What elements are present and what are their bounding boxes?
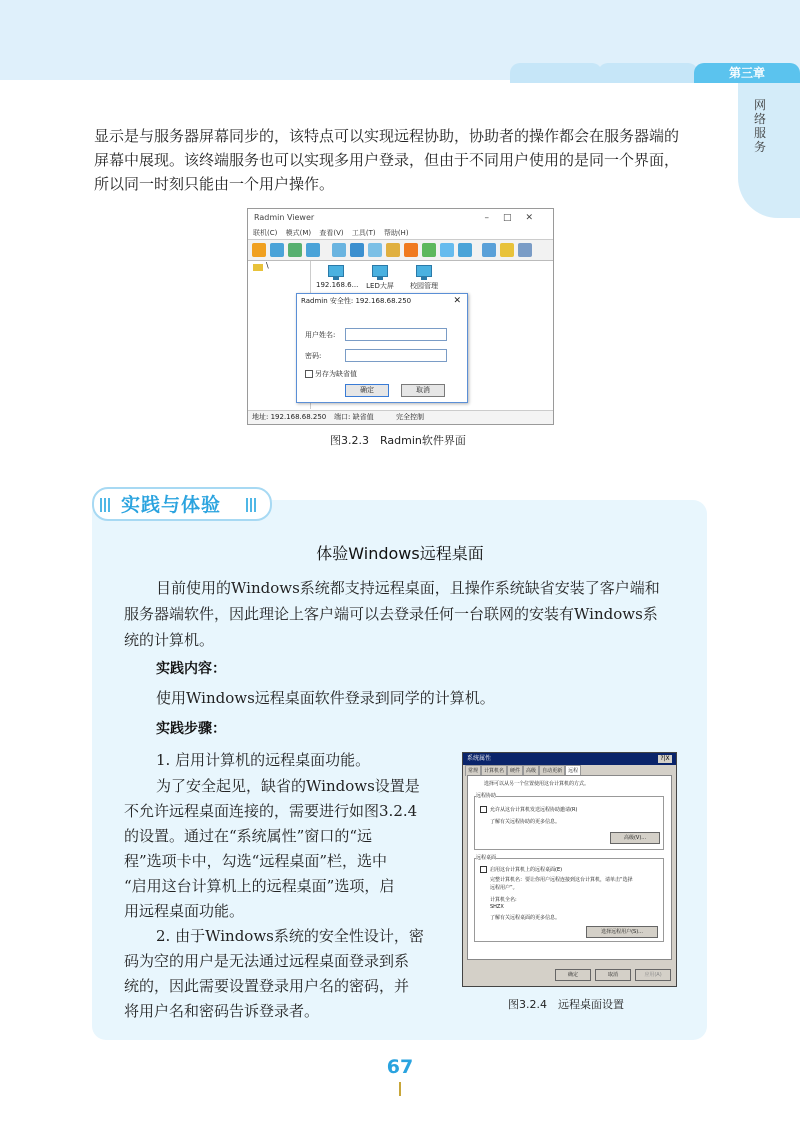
status-mode: 完全控制: [396, 413, 424, 421]
status-address: 地址: 192.168.68.250: [252, 413, 327, 421]
desktop-check-label: 启用这台计算机上的远程桌面(E): [490, 867, 563, 873]
practice-para-line-3: 统的计算机。: [124, 631, 215, 649]
monitor-icon: [328, 265, 344, 277]
step1-line-1: 为了安全起见，缺省的Windows设置是: [156, 777, 420, 795]
content-text: 使用Windows远程桌面软件登录到同学的计算机。: [156, 689, 495, 707]
sysprop-cancel-button[interactable]: 取消: [595, 969, 631, 981]
desktop-note-1: 完整计算机名：要让你用户远程连接到这台计算机，请单击“选择: [490, 877, 633, 883]
menu-item[interactable]: 模式(M): [285, 229, 312, 237]
practice-para-line-1: 目前使用的Windows系统都支持远程桌面，且操作系统缺省安装了客户端和: [156, 579, 660, 597]
folder-icon: [253, 264, 263, 271]
computer-label: 192.168.6...: [316, 281, 359, 289]
step1-line-4: 程”选项卡中，勾选“远程桌面”栏，选中: [124, 852, 388, 870]
settings-icon[interactable]: [518, 243, 532, 257]
radmin-security-dialog: [296, 293, 468, 403]
step1-line-2: 不允许远程桌面连接的，需要进行如图3.2.4: [124, 802, 418, 820]
tab-auto-update[interactable]: 自动更新: [539, 765, 565, 776]
intro-line-3: 所以同一时刻只能由一个用户操作。: [94, 175, 335, 193]
menu-item[interactable]: 查看(V): [319, 229, 344, 237]
intro-line-2: 屏幕中展现。该终端服务也可以实现多用户登录，但由于不同用户使用的是同一个界面，: [94, 151, 680, 169]
tab-computer-name[interactable]: 计算机名: [481, 765, 507, 776]
intro-line-1: 显示是与服务器屏幕同步的，该特点可以实现远程协助，协助者的操作都会在服务器端的: [94, 127, 680, 145]
ok-button[interactable]: 确定: [345, 384, 389, 397]
practice-title: 体验Windows远程桌面: [316, 544, 484, 563]
assist-check-label: 允许从这台计算机发送远程协助邀请(R): [490, 807, 578, 813]
system-properties-screenshot: [462, 752, 677, 987]
radmin-title: Radmin Viewer: [254, 213, 315, 222]
chapter-tab-blank-1: [510, 63, 602, 83]
tab-hardware[interactable]: 硬件: [507, 765, 523, 776]
cancel-button[interactable]: 取消: [401, 384, 445, 397]
stop-icon[interactable]: [404, 243, 418, 257]
view-icon[interactable]: [368, 243, 382, 257]
sysprop-tabs: [463, 765, 676, 775]
radmin-menubar: [248, 227, 553, 239]
step1-line-6: 用远程桌面功能。: [124, 902, 245, 920]
computer-icon[interactable]: [288, 243, 302, 257]
practice-para-line-2: 服务器端软件，因此理论上客户端可以去登录任何一台联网的安装有Windows系: [124, 605, 658, 623]
grid-icon[interactable]: [482, 243, 496, 257]
username-field[interactable]: [345, 328, 447, 341]
view-icon[interactable]: [332, 243, 346, 257]
remote-tab-panel: [467, 775, 672, 960]
computer-entry[interactable]: [404, 265, 444, 291]
tree-root[interactable]: \: [266, 261, 269, 270]
password-label: 密码:: [305, 352, 322, 360]
connect-icon[interactable]: [252, 243, 266, 257]
menu-item[interactable]: 帮助(H): [383, 229, 409, 237]
sysprop-ok-button[interactable]: 确定: [555, 969, 591, 981]
step2-line-1: 2. 由于Windows系统的安全性设计，密: [156, 927, 424, 945]
computer-name-label: 计算机全名:: [490, 897, 517, 903]
menu-item[interactable]: 联机(C): [253, 229, 278, 237]
computer-entry[interactable]: [316, 265, 359, 289]
sysprop-title: 系统属性: [467, 755, 492, 762]
chapter-tabs: [510, 63, 800, 83]
steps-label: 实践步骤：: [156, 721, 226, 737]
assist-group-title: 远程协助: [476, 793, 497, 799]
monitor-icon: [416, 265, 432, 277]
side-tab-label: 网络服务: [753, 98, 766, 154]
computer-icon[interactable]: [270, 243, 284, 257]
tab-general[interactable]: 常规: [465, 765, 481, 776]
save-default-label: 另存为缺省值: [315, 370, 357, 378]
desktop-group-title: 远程桌面: [476, 855, 497, 861]
sysprop-titlebar: [463, 753, 676, 765]
save-default-checkbox[interactable]: [305, 370, 313, 378]
password-field[interactable]: [345, 349, 447, 362]
computer-icon[interactable]: [306, 243, 320, 257]
chapter-tab-active: 第三章: [694, 63, 800, 83]
content-label: 实践内容：: [156, 661, 226, 677]
dialog-title: [297, 294, 467, 308]
voice-icon[interactable]: [440, 243, 454, 257]
banner-bars-right: [246, 498, 258, 512]
chapter-tab-blank-2: [598, 63, 698, 83]
folder-icon[interactable]: [500, 243, 514, 257]
page-number-bar: [399, 1082, 401, 1096]
computer-name-value: SHZX: [490, 904, 504, 910]
close-icon[interactable]: ✕: [453, 296, 461, 306]
monitor-icon: [372, 265, 388, 277]
menu-item[interactable]: 工具(T): [351, 229, 376, 237]
remote-intro: 选择可以从另一个位置使用这台计算机的方式。: [484, 781, 590, 787]
tab-advanced[interactable]: 高级: [523, 765, 539, 776]
view-icon[interactable]: [350, 243, 364, 257]
desktop-checkbox[interactable]: [480, 866, 487, 873]
step1-line-3: 的设置。通过在“系统属性”窗口的“远: [124, 827, 373, 845]
assist-checkbox[interactable]: [480, 806, 487, 813]
practice-banner-title: 实践与体验: [121, 494, 222, 516]
banner-bars-left: [100, 498, 112, 512]
computer-entry[interactable]: [360, 265, 400, 291]
radmin-screenshot: [247, 208, 554, 425]
step2-line-3: 统的，因此需要设置登录用户名的密码，并: [124, 977, 410, 995]
message-icon[interactable]: [458, 243, 472, 257]
computer-label: 校园管理: [410, 282, 438, 290]
dialog-title-text: Radmin 安全性: 192.168.68.250: [301, 297, 412, 305]
step1-line-5: “启用这台计算机上的远程桌面”选项，启: [124, 877, 395, 895]
desktop-more-link[interactable]: 了解有关远程桌面的更多信息。: [490, 915, 561, 921]
window-controls-icon: –□✕: [484, 213, 547, 223]
step1-title: 1. 启用计算机的远程桌面功能。: [156, 751, 371, 769]
radmin-titlebar: [248, 209, 553, 227]
select-users-button[interactable]: 选择远程用户(S)...: [586, 926, 658, 938]
side-tab: [738, 83, 800, 218]
radmin-toolbar: [248, 239, 553, 261]
assist-more-link[interactable]: 了解有关远程协助的更多信息。: [490, 819, 561, 825]
advanced-button[interactable]: 高级(V)...: [610, 832, 660, 844]
page-number: 67: [386, 1056, 414, 1078]
tab-remote[interactable]: 远程: [565, 765, 581, 776]
transfer-icon[interactable]: [386, 243, 400, 257]
help-close-icon[interactable]: ?|X: [658, 755, 672, 763]
chat-icon[interactable]: [422, 243, 436, 257]
computer-label: LED大屏: [366, 282, 394, 290]
figure2-caption: 图3.2.4 远程桌面设置: [508, 998, 624, 1011]
step2-line-4: 将用户名和密码告诉登录者。: [124, 1002, 320, 1020]
username-label: 用户姓名:: [305, 331, 336, 339]
step2-line-2: 码为空的用户是无法通过远程桌面登录到系: [124, 952, 410, 970]
figure1-caption: 图3.2.3 Radmin软件界面: [330, 434, 466, 447]
sysprop-apply-button[interactable]: 应用(A): [635, 969, 671, 981]
radmin-statusbar: [248, 410, 553, 424]
status-port: 端口: 缺省值: [334, 413, 374, 421]
desktop-note-2: 远程用户”。: [490, 885, 518, 891]
